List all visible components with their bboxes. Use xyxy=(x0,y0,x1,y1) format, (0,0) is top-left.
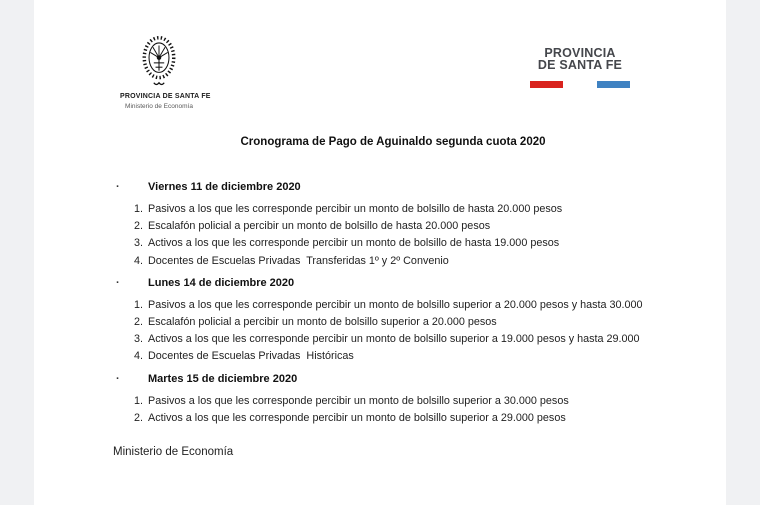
schedule-item: Pasivos a los que les corresponde percibir un monto de bolsillo superior a 30.000 pesos xyxy=(148,394,569,407)
schedule-item: Pasivos a los que les corresponde percibir un monto de bolsillo de hasta 20.000 pesos xyxy=(148,203,563,215)
provincia-logo-line2: DE SANTA FE xyxy=(537,58,623,72)
signature-line: Ministerio de Economía xyxy=(113,446,234,458)
right-margin-band xyxy=(726,0,760,505)
schedule-item: Activos a los que les corresponde percibir un monto de bolsillo superior a 29.000 pesos xyxy=(148,411,566,424)
schedule-item: Pasivos a los que les corresponde percibir un monto de bolsillo superior a 20.000 pesos y hasta 30.000 xyxy=(148,298,643,311)
section-list-viernes-11 xyxy=(113,201,713,270)
provincia-logo-line1: PROVINCIA xyxy=(544,46,616,60)
schedule-item: Activos a los que les corresponde percibir un monto de bolsillo superior a 19.000 pesos y hasta 29.000 xyxy=(148,333,640,346)
blue-bar xyxy=(597,81,630,88)
schedule-item: Escalafón policial a percibir un monto de bolsillo de hasta 20.000 pesos xyxy=(148,220,491,233)
coat-of-arms-icon xyxy=(133,34,185,90)
provincia-logo xyxy=(530,47,630,88)
section-list-lunes-14 xyxy=(113,297,713,366)
left-margin-band xyxy=(0,0,34,505)
document-body xyxy=(113,180,713,433)
section-heading-viernes-11: · Viernes 11 de diciembre 2020 xyxy=(113,180,713,194)
schedule-item: Activos a los que les corresponde percibir un monto de bolsillo de hasta 19.000 pesos xyxy=(148,237,560,250)
left-logo-title: PROVINCIA DE SANTA FE xyxy=(120,93,211,100)
red-bar xyxy=(530,81,563,88)
schedule-item: Escalafón policial a percibir un monto de bolsillo superior a 20.000 pesos xyxy=(148,316,497,329)
flag-bars xyxy=(530,81,630,88)
schedule-item: Docentes de Escuelas Privadas Históricas xyxy=(148,350,354,363)
schedule-item: Docentes de Escuelas Privadas Transferidas 1º y 2º Convenio xyxy=(148,254,449,267)
document-page xyxy=(34,0,726,513)
section-list-martes-15 xyxy=(113,393,713,427)
ministry-logo xyxy=(120,34,211,111)
section-heading-martes-15: · Martes 15 de diciembre 2020 xyxy=(113,372,713,386)
section-heading-lunes-14: · Lunes 14 de diciembre 2020 xyxy=(113,276,713,290)
document-title: Cronograma de Pago de Aguinaldo segunda cuota 2020 xyxy=(240,136,546,148)
left-logo-subtitle: Ministerio de Economía xyxy=(125,103,193,110)
